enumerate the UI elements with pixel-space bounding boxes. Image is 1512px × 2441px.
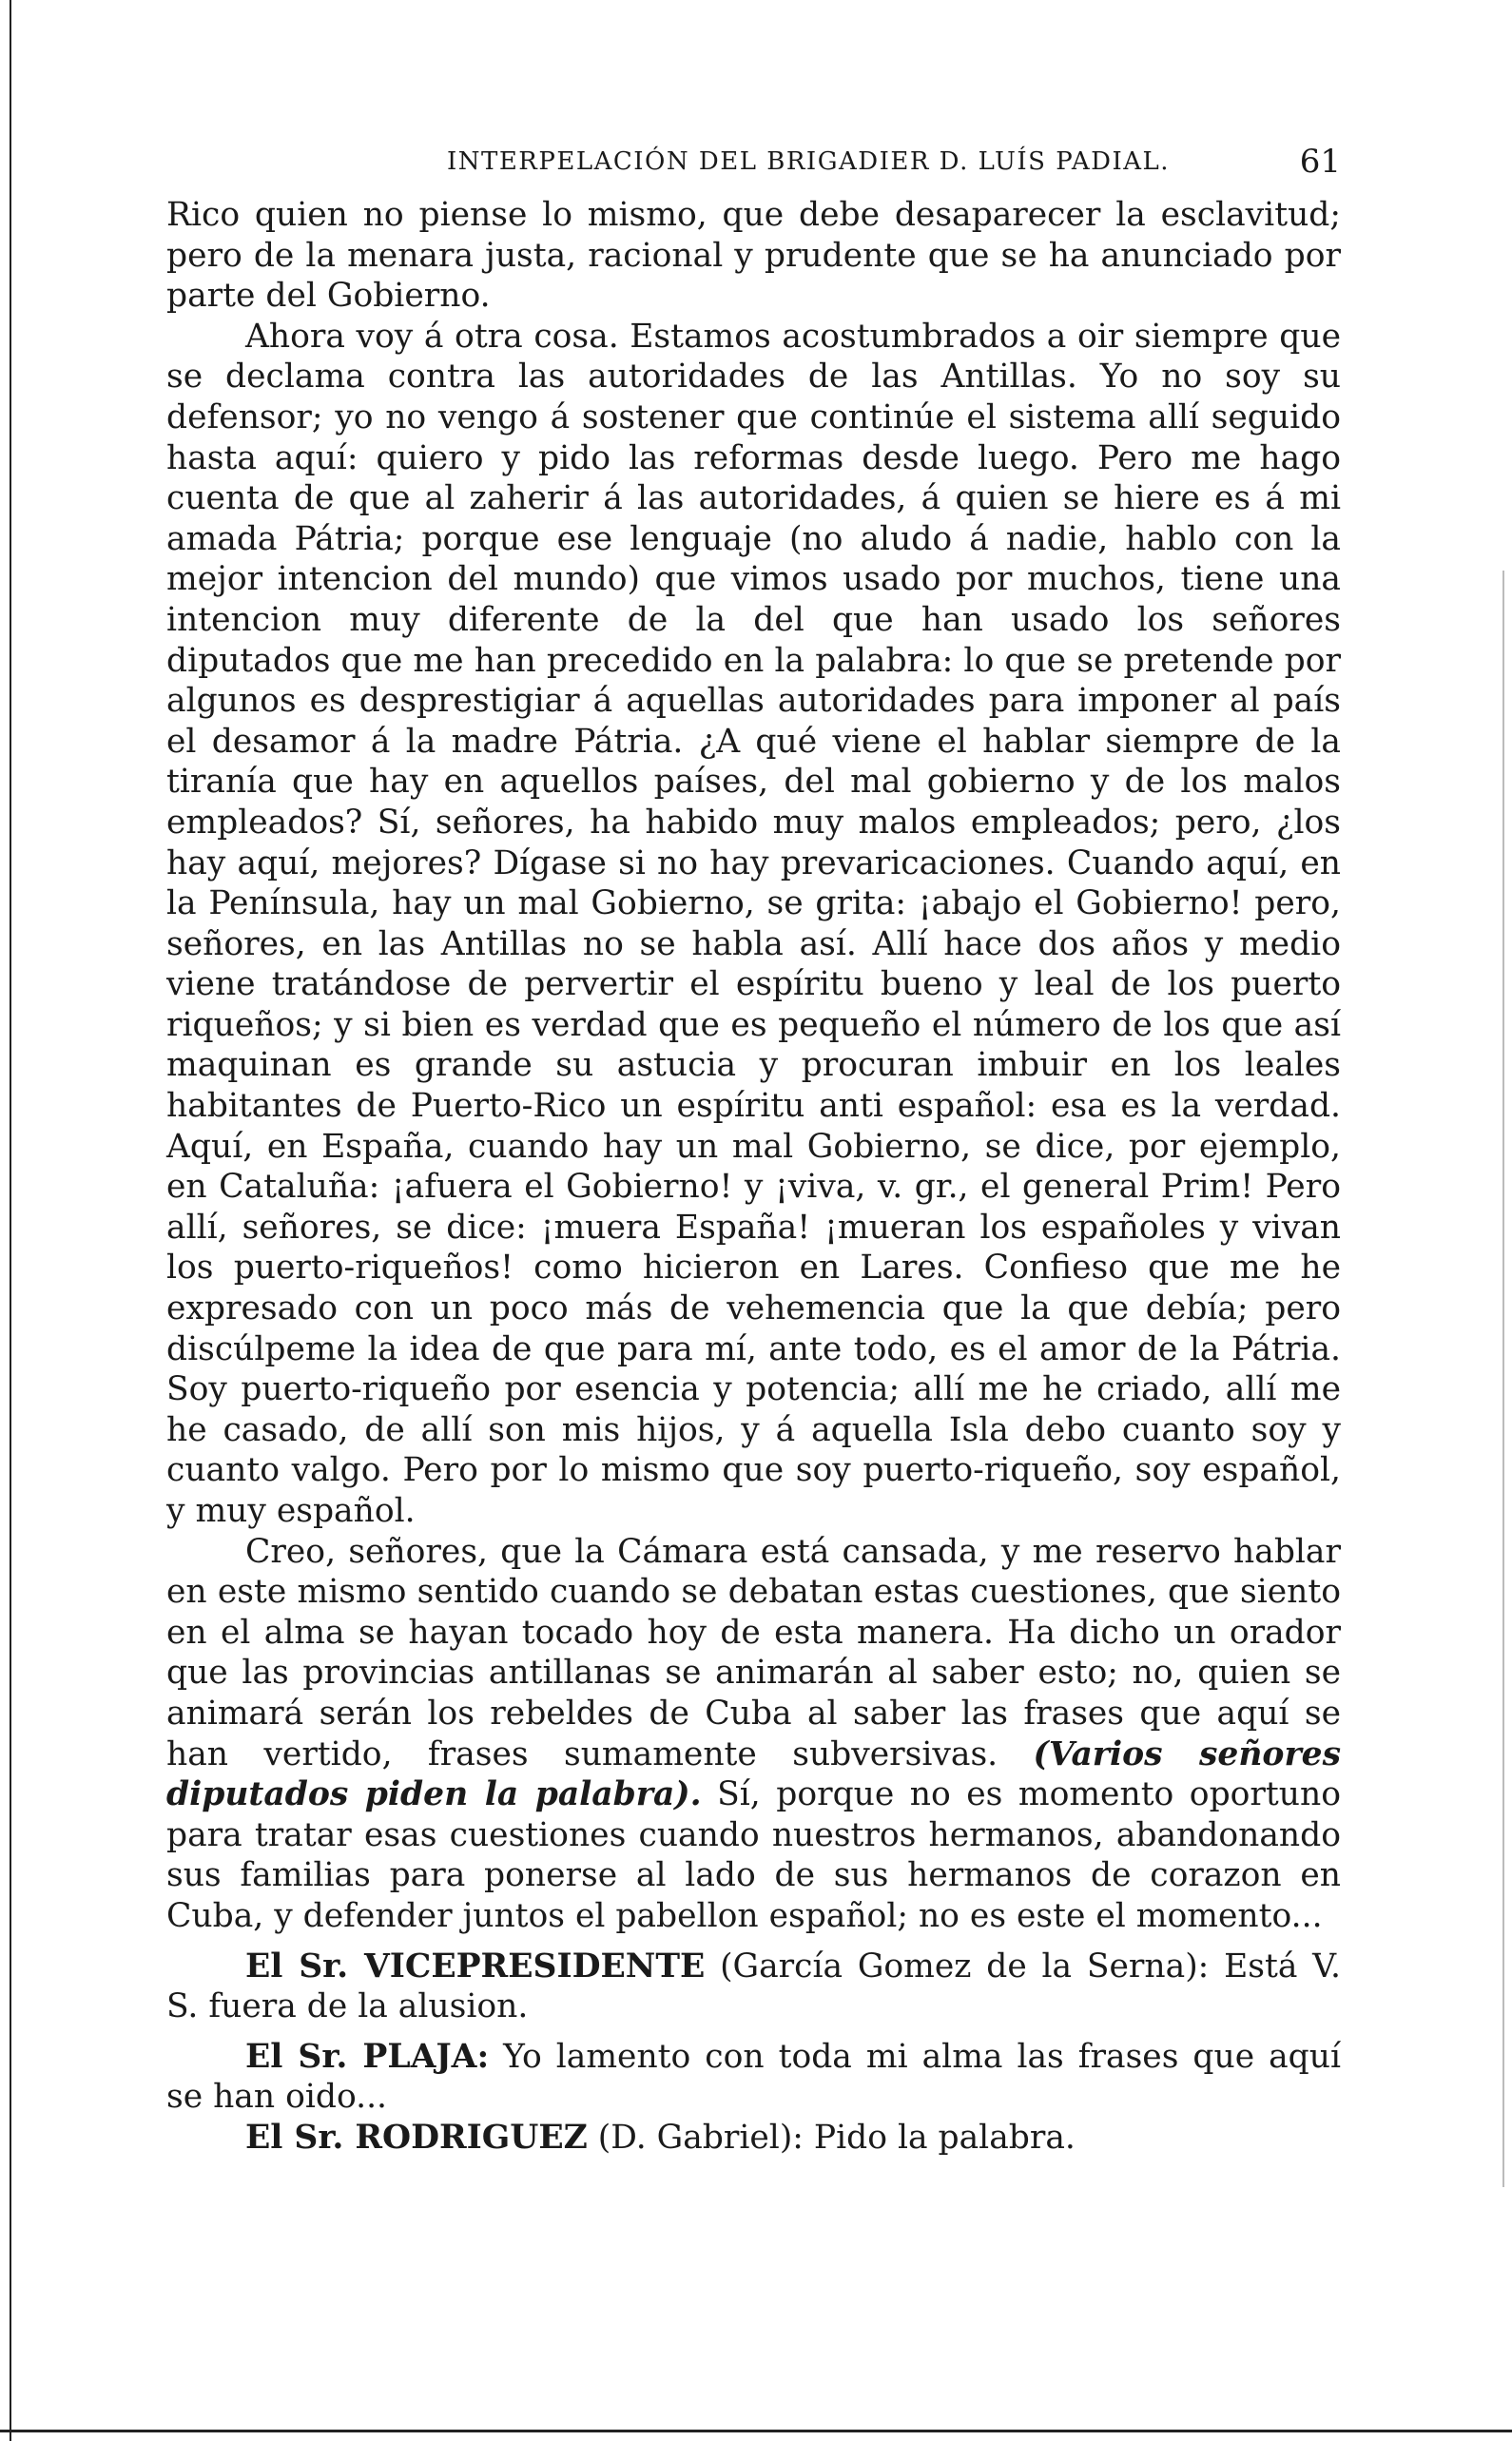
speaker-name: El Sr. VICEPRESIDENTE <box>245 1947 706 1986</box>
page-bottom-border <box>0 2430 1512 2432</box>
speech-rodriguez <box>166 2118 1341 2159</box>
page-body <box>166 195 1341 2159</box>
speech-text: Yo lamento con toda mi alma las frases que aquí se han oido... <box>166 2037 1341 2117</box>
page-edge-left <box>10 0 11 2441</box>
running-head: INTERPELACIÓN DEL BRIGADIER D. LUÍS PADIAL. <box>446 147 1171 176</box>
page-header <box>166 143 1341 181</box>
speech-vicepresidente <box>166 1947 1341 2027</box>
paragraph-2: Ahora voy á otra cosa. Estamos acostumbrados a oir siempre que se declama contra las autoridades de las Antillas. Yo no soy su defensor; yo no vengo á sostener que continúe el sistema allí seguido hasta aquí: quiero y pido las reformas desde luego. Pero me hago cuenta de que al zaherir á las autoridades, á quien se hiere es á mi amada Pátria; porque ese lenguaje (no aludo á nadie, hablo con la mejor intencion del mundo) que vimos usado por muchos, tiene una intencion muy diferente de la del que han usado los señores diputados que me han precedido en la palabra: lo que se pretende por algunos es desprestigiar á aquellas autoridades para imponer al país el desamor á la madre Pátria. ¿A qué viene el hablar siempre de la tiranía que hay en aquellos países, del mal gobierno y de los malos empleados? Sí, señores, ha habido muy malos empleados; pero, ¿los hay aquí, mejores? Dígase si no hay prevaricaciones. Cuando aquí, en la Península, hay un mal Gobierno, se grita: ¡abajo el Gobierno! pero, señores, en las Antillas no se habla así. Allí hace dos años y medio viene tratándose de pervertir el espíritu bueno y leal de los puerto riqueños; y si bien es verdad que es pequeño el número de los que así maquinan es grande su astucia y procuran imbuir en los leales habitantes de Puerto-Rico un espíritu anti español: esa es la verdad. Aquí, en España, cuando hay un mal Gobierno, se dice, por ejemplo, en Cataluña: ¡afuera el Gobierno! y ¡viva, v. gr., el general Prim! Pero allí, señores, se dice: ¡muera España! ¡mueran los españoles y vivan los puerto-riqueños! como hicieron en Lares. Confieso que me he expresado con un poco más de vehemencia que la que debía; pero discúlpeme la idea de que para mí, ante todo, es el amor de la Pátria. Soy puerto-riqueño por esencia y potencia; allí me he criado, allí me he casado, de allí son mis hijos, y á aquella Isla debo cuanto soy y cuanto valgo. Pero por lo mismo que soy puerto-riqueño, soy español, y muy español. <box>166 317 1341 1530</box>
page-edge-right <box>1502 571 1504 2187</box>
speaker-name: El Sr. RODRIGUEZ <box>245 2118 588 2157</box>
speaker-name: El Sr. PLAJA: <box>245 2037 490 2076</box>
paragraph-1: Rico quien no piense lo mismo, que debe desaparecer la esclavitud; pero de la menara justa, racional y prudente que se ha anunciado por parte del Gobierno. <box>166 196 1341 316</box>
paragraph-3-text-after: Sí, porque no es momento oportuno para tratar esas cuestiones cuando nuestros hermanos, abandonando sus familias para ponerse al lado de sus hermanos de corazon en Cuba, y defender juntos el pabellon español; no es este el momento... <box>166 1775 1342 1935</box>
speech-plaja <box>166 2037 1341 2118</box>
paragraph-3 <box>166 1532 1341 1937</box>
speech-text: (D. Gabriel): Pido la palabra. <box>587 2118 1076 2157</box>
page-number: 61 <box>1299 143 1341 181</box>
stage-direction: (Varios señores diputados piden la palabra). <box>166 1734 1341 1814</box>
paragraph-3-text-before: Creo, señores, que la Cámara está cansada, y me reservo hablar en este mismo sentido cuando se debatan estas cuestiones, que siento en el alma se hayan tocado hoy de esta manera. Ha dicho un orador que las provincias antillanas se animarán al saber esto; no, quien se animará serán los rebeldes de Cuba al saber las frases que aquí se han vertido, frases sumamente subversivas. <box>166 1532 1341 1773</box>
speech-text: (García Gomez de la Serna): Está V. S. fuera de la alusion. <box>166 1947 1342 2026</box>
